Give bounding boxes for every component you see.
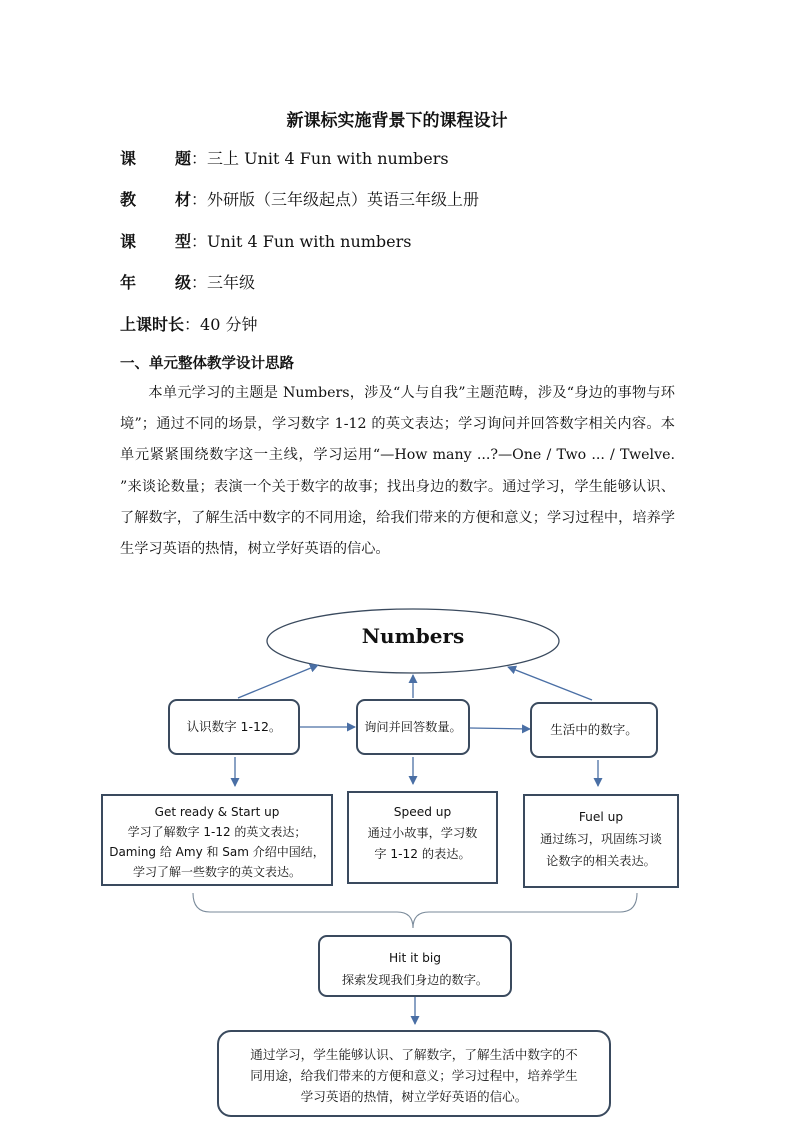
paragraph-text: 本单元学习的主题是 Numbers，涉及“人与自我”主题范畴，涉及“身边的事物与环境”；通过不同的场景，学习数字 1-12 的英文表达；学习询问并回答数字相关内容。本单元紧紧围绕数字这一主线，学习运用“—How many ...?—One / Two ... / Twelve. ”来谈论数量；表演一个关于数字的故事；找出身边的数字。通过学习，学生能够认识、了解数字，了解生活中数字的不同用途，给我们带来的方便和意义；学习过程中，培养学生学习英语的热情，树立学好英语的信心。 [120, 385, 675, 558]
lesson-title: Get ready & Start up [154, 805, 280, 819]
colon: ： [191, 273, 208, 292]
lesson-title: Fuel up [578, 810, 624, 824]
lesson-title: Speed up [393, 805, 452, 819]
info-value: 外研版（三年级起点）英语三年级上册 [207, 190, 480, 209]
arrow-right-up [508, 667, 592, 700]
lesson-title: Hit it big [388, 951, 442, 965]
lesson-line: 论数字的相关表达。 [546, 854, 656, 868]
info-value: 40 分钟 [200, 315, 258, 334]
colon: ： [191, 149, 208, 168]
goal-box-recognize: 认识数字 1-12。 [168, 699, 300, 755]
lesson-line: 探索发现我们身边的数字。 [341, 973, 489, 987]
lesson-box-get-ready [101, 794, 333, 886]
summary-line: 通过学习，学生能够认识、了解数字，了解生活中数字的不 [250, 1047, 578, 1062]
info-label: 年 [120, 273, 137, 292]
lesson-line: 通过练习，巩固练习谈 [540, 832, 662, 846]
info-label: 上课时长 [120, 315, 185, 334]
info-label: 材 [175, 190, 192, 209]
lesson-box-fuel-up [523, 794, 679, 888]
arrow-h2 [470, 728, 530, 729]
colon: ： [184, 315, 201, 334]
bottom-brace [193, 893, 637, 928]
page-title: 新课标实施背景下的课程设计 [286, 111, 508, 131]
info-value: Unit 4 Fun with numbers [207, 232, 412, 251]
info-label: 级 [175, 273, 192, 292]
info-label: 题 [175, 149, 192, 168]
summary-box [217, 1030, 611, 1117]
lesson-box-speed-up [347, 791, 498, 884]
hit-it-big-box [318, 935, 512, 997]
info-label: 课 [120, 149, 137, 168]
colon: ： [191, 232, 208, 251]
colon: ： [191, 190, 208, 209]
info-label: 型 [175, 232, 192, 251]
lesson-line: 通过小故事，学习数 [367, 826, 478, 840]
summary-line: 同用途，给我们带来的方便和意义；学习过程中，培养学生 [250, 1068, 578, 1083]
arrow-left-up [238, 665, 318, 698]
lesson-line: Daming 给 Amy 和 Sam 介绍中国结， [109, 845, 325, 859]
info-label: 教 [120, 190, 137, 209]
goal-box-life: 生活中的数字。 [530, 702, 658, 758]
info-label: 课 [120, 232, 137, 251]
goal-box-ask: 询问并回答数量。 [356, 699, 470, 755]
lesson-line: 学习了解数字 1-12 的英文表达； [127, 825, 307, 839]
center-label: Numbers [361, 624, 465, 648]
lesson-line: 字 1-12 的表达。 [374, 847, 471, 861]
info-value: 三上 Unit 4 Fun with numbers [207, 149, 449, 168]
section-heading: 一、单元整体教学设计思路 [120, 355, 294, 372]
summary-line: 学习英语的热情，树立学好英语的信心。 [300, 1089, 528, 1104]
info-value: 三年级 [207, 273, 256, 292]
lesson-line: 学习了解一些数字的英文表达。 [132, 865, 301, 879]
